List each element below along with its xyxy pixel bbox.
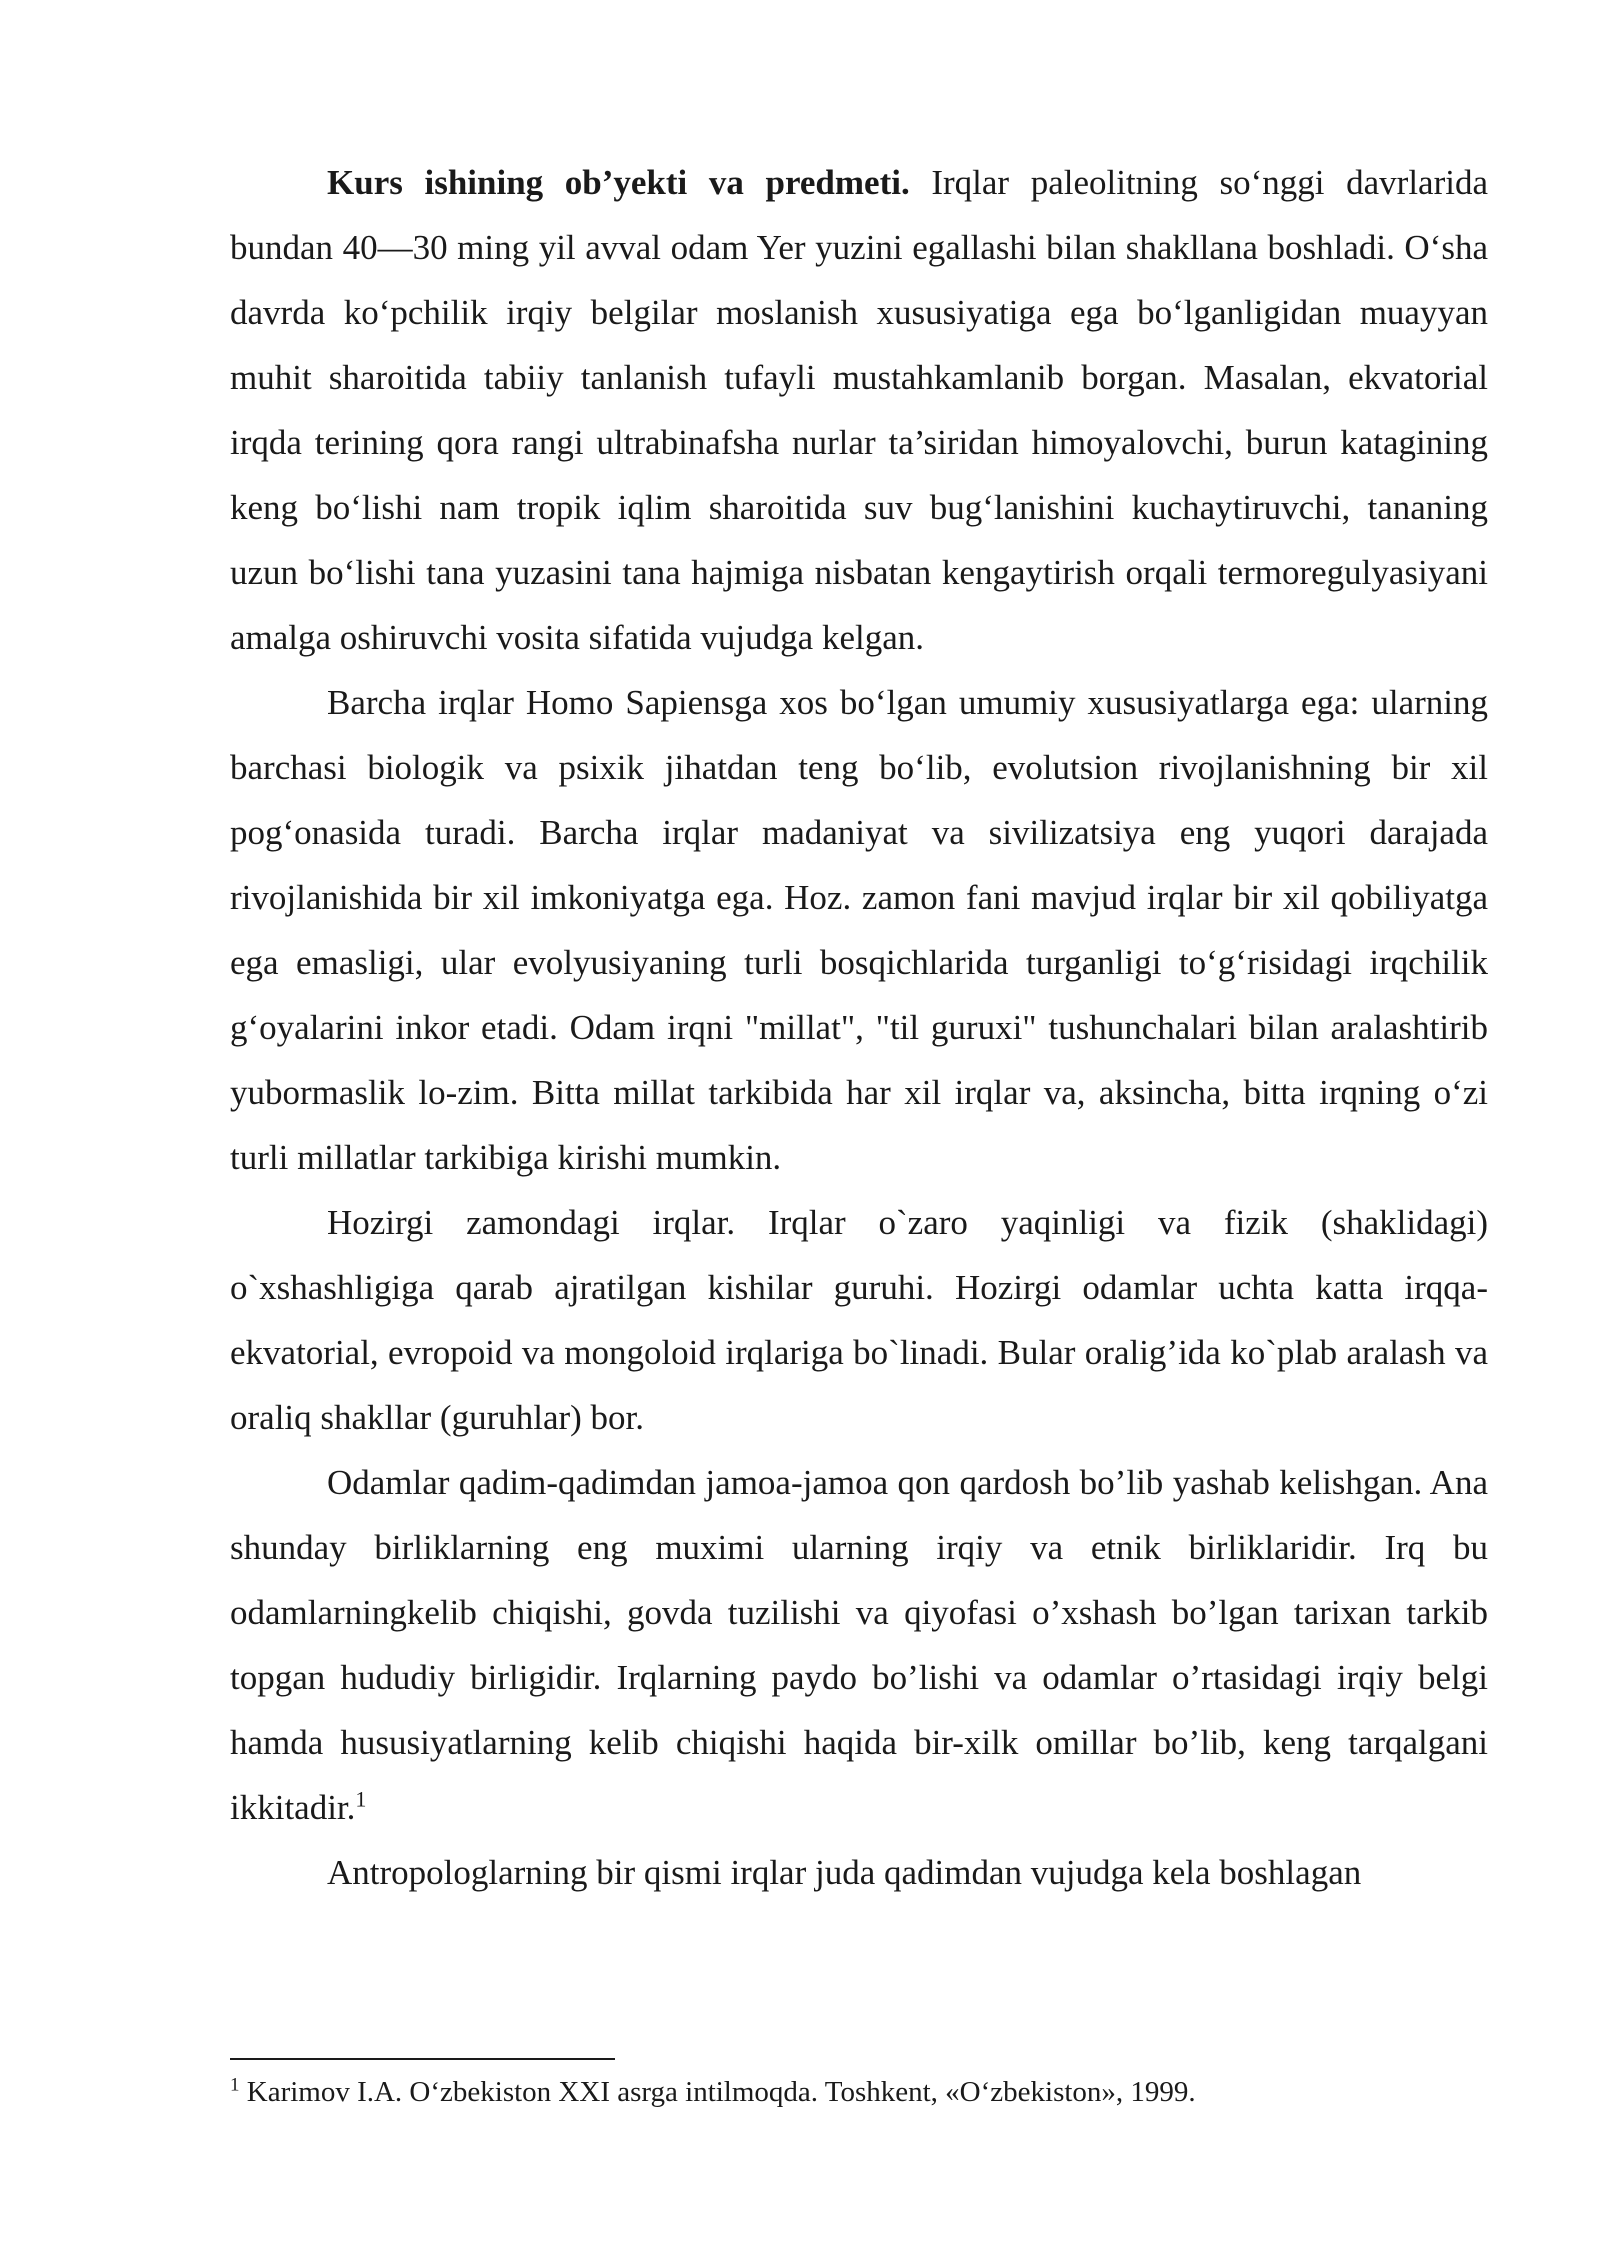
footnote-text: Karimov I.A. O‘zbekiston XXI asrga intilmoqda. Toshkent, «O‘zbekiston», 1999. [239, 2076, 1196, 2108]
paragraph: Barcha irqlar Homo Sapiensga xos bo‘lgan umumiy xususiyatlarga ega: ularning barchasi biologik va psixik jihatdan teng bo‘lib, evolutsion rivojlanishning bir xil pog‘onasida turadi. Barcha irqlar madaniyat va sivilizatsiya eng yuqori darajada rivojlanishida bir xil imkoniyatga ega. Hoz. zamon fani mavjud irqlar bir xil qobiliyatga ega emasligi, ular evolyusiyaning turli bosqichlarida turganligi to‘g‘risidagi irqchilik g‘oyalarini inkor etadi. Odam irqni "millat", "til guruxi" tushunchalari bilan aralashtirib yubormaslik lo-zim. Bitta millat tarkibida har xil irqlar va, aksincha, bitta irqning o‘zi turli millatlar tarkibiga kirishi mumkin. [230, 683, 1488, 1177]
paragraph [230, 150, 1488, 670]
footnote-separator [230, 2058, 615, 2060]
footnote [230, 2070, 1488, 2114]
paragraph: Hozirgi zamondagi irqlar. Irqlar o`zaro yaqinligi va fizik (shaklidagi) o`xshashligiga qarab ajratilgan kishilar guruhi. Hozirgi odamlar uchta katta irqqa-ekvatorial, evropoid va mongoloid irqlariga bo`linadi. Bular oralig’ida ko`plab aralash va oraliq shakllar (guruhlar) bor. [230, 1203, 1488, 1437]
paragraph [230, 1450, 1488, 1840]
section-heading: Kurs ishining ob’yekti va predmeti. [327, 163, 910, 202]
paragraph-text: Irqlar paleolitning so‘nggi davrlarida bundan 40—30 ming yil avval odam Yer yuzini egallashi bilan shakllana boshladi. O‘sha davrda ko‘pchilik irqiy belgilar moslanish xususiyatiga ega bo‘lganligidan muayyan muhit sharoitida tabiiy tanlanish tufayli mustahkamlanib borgan. Masalan, ekvatorial irqda terining qora rangi ultrabinafsha nurlar ta’siridan himoyalovchi, burun katagining keng bo‘lishi nam tropik iqlim sharoitida suv bug‘lanishini kuchaytiruvchi, tananing uzun bo‘lishi tana yuzasini tana hajmiga nisbatan kengaytirish orqali termoregulyasiyani amalga oshiruvchi vosita sifatida vujudga kelgan. [230, 163, 1488, 657]
document-body [230, 150, 1488, 1905]
paragraph: Antropologlarning bir qismi irqlar juda qadimdan vujudga kela boshlagan [327, 1853, 1362, 1892]
footnote-number: 1 [230, 2074, 240, 2096]
footnote-reference[interactable]: 1 [355, 1786, 367, 1812]
paragraph-text: Odamlar qadim-qadimdan jamoa-jamoa qon qardosh bo’lib yashab kelishgan. Ana shunday birliklarning eng muximi ularning irqiy va etnik birliklaridir. Irq bu odamlarningkelib chiqishi, govda tuzilishi va qiyofasi o’xshash bo’lgan tarixan tarkib topgan hududiy birligidir. Irqlarning paydo bo’lishi va odamlar o’rtasidagi irqiy belgi hamda hususiyatlarning kelib chiqishi haqida bir-xilk omillar bo’lib, keng tarqalgani ikkitadir. [230, 1463, 1488, 1827]
